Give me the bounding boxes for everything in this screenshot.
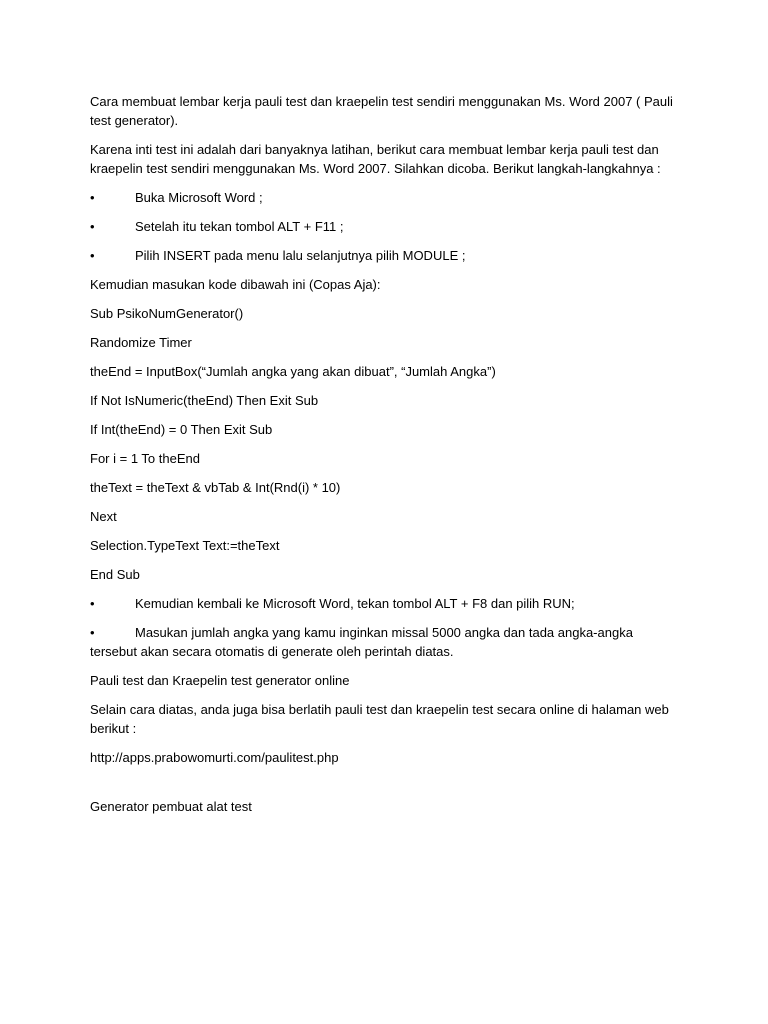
document-body xyxy=(90,92,680,826)
step-text: Pilih INSERT pada menu lalu selanjutnya pilih MODULE ; xyxy=(135,248,466,263)
step-text: Kemudian kembali ke Microsoft Word, tekan tombol ALT + F8 dan pilih RUN; xyxy=(135,596,575,611)
code-line: End Sub xyxy=(90,567,140,582)
step-item xyxy=(90,623,680,661)
code-line: If Not IsNumeric(theEnd) Then Exit Sub xyxy=(90,393,319,408)
step-item xyxy=(90,217,680,236)
code-line: Selection.TypeText Text:=theText xyxy=(90,538,280,553)
code-line: theEnd = InputBox(“Jumlah angka yang akan dibuat”, “Jumlah Angka”) xyxy=(90,364,496,379)
online-heading: Pauli test dan Kraepelin test generator online xyxy=(90,673,350,688)
code-line: Sub PsikoNumGenerator() xyxy=(90,306,244,321)
step-item xyxy=(90,246,680,265)
footer-heading: Generator pembuat alat test xyxy=(90,799,252,814)
bullet-icon: • xyxy=(90,625,95,640)
code-line: For i = 1 To theEnd xyxy=(90,451,200,466)
bullet-icon: • xyxy=(90,596,95,611)
intro-paragraph: Cara membuat lembar kerja pauli test dan kraepelin test sendiri menggunakan Ms. Word 2007 ( Pauli test generator). xyxy=(90,94,673,128)
step-text: Masukan jumlah angka yang kamu inginkan missal 5000 angka dan tada angka-angka tersebut akan secara otomatis di generate oleh perintah diatas. xyxy=(90,625,633,659)
url-text: http://apps.prabowomurti.com/paulitest.php xyxy=(90,750,339,765)
code-line: If Int(theEnd) = 0 Then Exit Sub xyxy=(90,422,273,437)
code-line: theText = theText & vbTab & Int(Rnd(i) * 10) xyxy=(90,480,341,495)
code-line: Next xyxy=(90,509,117,524)
step-item xyxy=(90,594,680,613)
step-text: Buka Microsoft Word ; xyxy=(135,190,263,205)
bullet-icon: • xyxy=(90,190,95,205)
bullet-icon: • xyxy=(90,219,95,234)
code-line: Randomize Timer xyxy=(90,335,192,350)
step-item xyxy=(90,188,680,207)
online-paragraph: Selain cara diatas, anda juga bisa berlatih pauli test dan kraepelin test secara online di halaman web berikut : xyxy=(90,702,669,736)
code-intro: Kemudian masukan kode dibawah ini (Copas Aja): xyxy=(90,277,381,292)
bullet-icon: • xyxy=(90,248,95,263)
spacer xyxy=(90,777,680,797)
step-text: Setelah itu tekan tombol ALT + F11 ; xyxy=(135,219,344,234)
explanation-paragraph: Karena inti test ini adalah dari banyaknya latihan, berikut cara membuat lembar kerja pauli test dan kraepelin test sendiri menggunakan Ms. Word 2007. Silahkan dicoba. Berikut langkah-langkahnya : xyxy=(90,142,661,176)
